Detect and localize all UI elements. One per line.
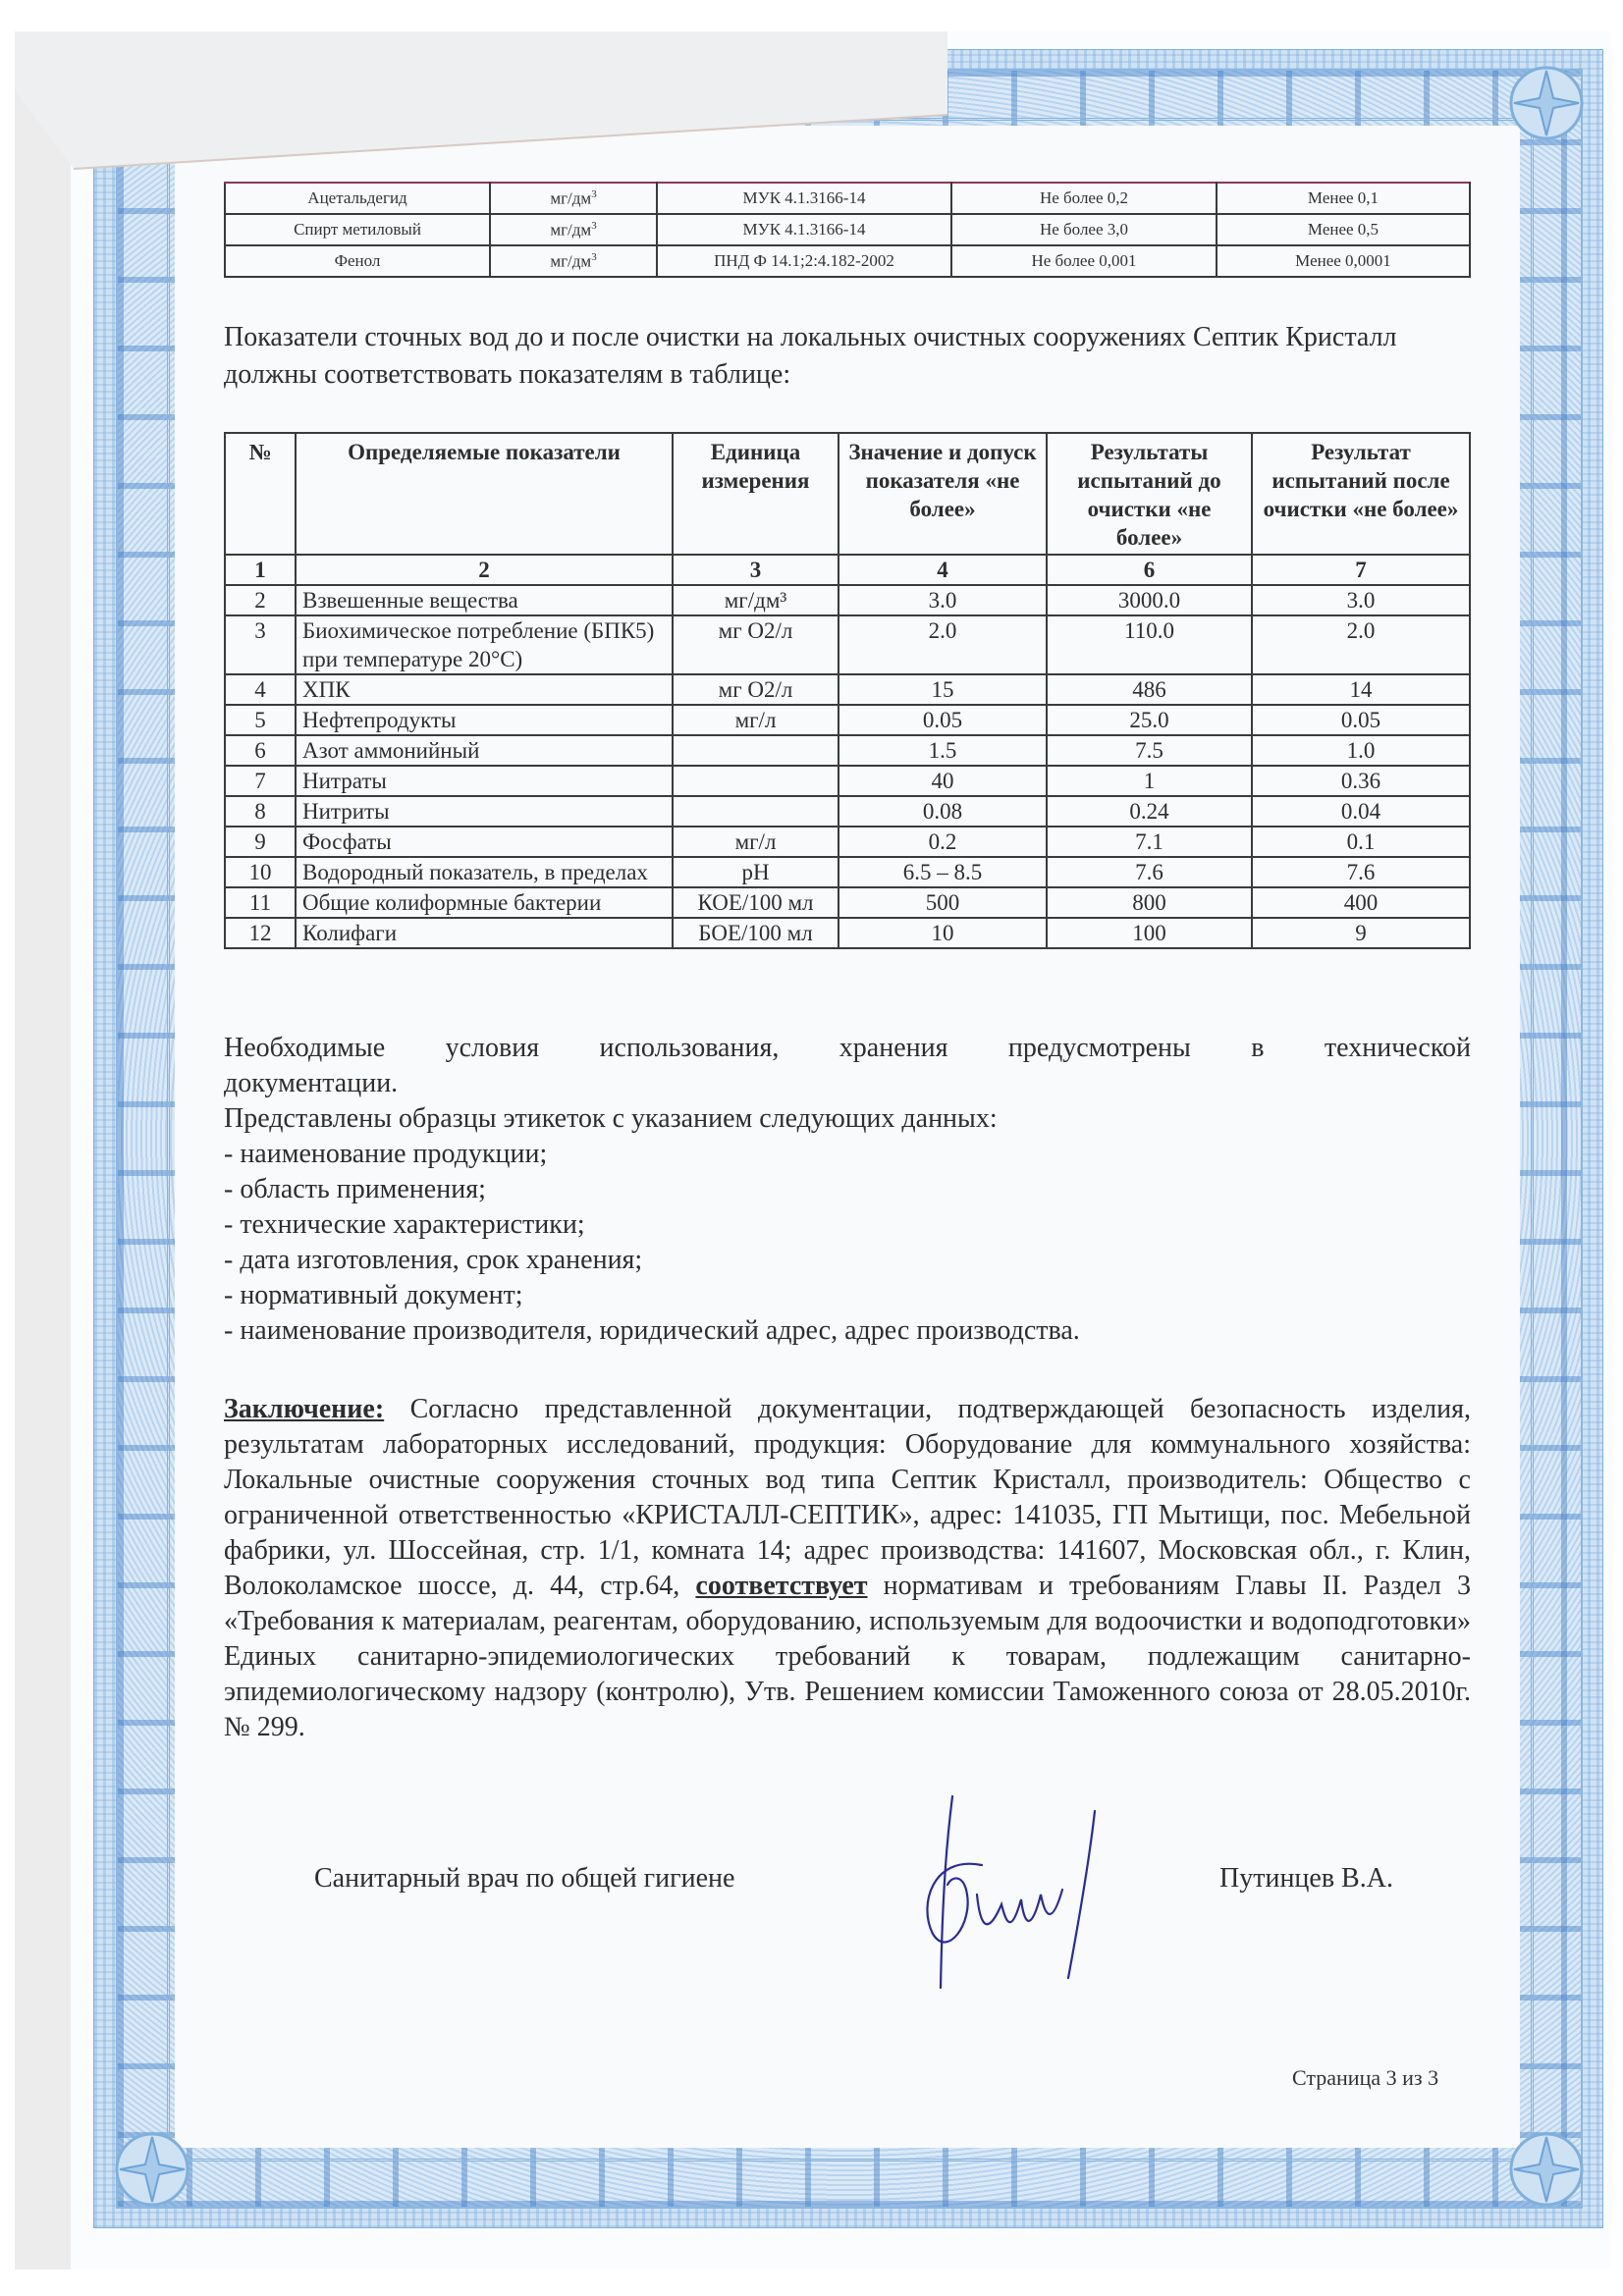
name-cell: Биохимическое потребление (БПК5) при температуре 20°С) [296, 615, 673, 674]
result-cell [1217, 183, 1470, 214]
before-cell: 25.0 [1047, 705, 1252, 735]
num-cell: 7 [225, 766, 296, 796]
name-cell: Нитраты [296, 766, 673, 796]
unit-cell [490, 245, 657, 277]
value-cell: 0.05 [839, 705, 1047, 735]
unit-cell [673, 766, 839, 796]
norm-cell [951, 214, 1217, 245]
table-row [225, 615, 1470, 674]
conclusion-text-end: нормативам и требованиям Главы II. Раздел 3 «Требования к материалам, реагентам, оборудованию, используемым для водоочистки и водоподготовки» Единых санитарно-эпидемиологических требований к товарам, подлежащим санитарно-эпидемиологическому надзору (контролю), Утв. Решением комиссии Таможенного союза от 28.05.2010г. № 299. [224, 1571, 1471, 1742]
value-cell: 2.0 [839, 615, 1047, 674]
cell-text: мг/дм [550, 188, 592, 208]
value-cell: 3.0 [839, 585, 1047, 615]
num-cell: 9 [225, 827, 296, 857]
num-cell: 11 [225, 887, 296, 918]
num-cell: 3 [225, 615, 296, 674]
cell-text: Спирт метиловый [294, 220, 421, 239]
unit-cell: мг/л [673, 705, 839, 735]
wastewater-indicators-table [224, 432, 1471, 949]
table-header-row [225, 433, 1470, 555]
name-cell: Нефтепродукты [296, 705, 673, 735]
norm-cell [951, 245, 1217, 277]
header-unit: Единица измерения [673, 433, 839, 555]
after-cell: 14 [1252, 674, 1470, 705]
table-row [225, 674, 1470, 705]
header-value: Значение и допуск показателя «не более» [839, 433, 1047, 555]
table-row [225, 585, 1470, 615]
index-cell: 1 [225, 555, 296, 585]
cell-text: мг/дм [550, 220, 592, 240]
corner-ornament-icon [108, 2125, 196, 2214]
cell-text: Не более 0,001 [1031, 251, 1137, 270]
table-row [225, 705, 1470, 735]
corner-ornament-icon [1502, 59, 1591, 147]
before-cell: 7.5 [1047, 735, 1252, 766]
unit-cell [490, 183, 657, 214]
unit-superscript: 3 [591, 219, 597, 232]
name-cell: Водородный показатель, в пределах [296, 857, 673, 887]
after-cell: 9 [1252, 918, 1470, 948]
header-num: № [225, 433, 296, 555]
cell-text: МУК 4.1.3166-14 [742, 220, 866, 239]
value-cell: 15 [839, 674, 1047, 705]
cell-text: МУК 4.1.3166-14 [742, 188, 866, 207]
cell-text: Не более 0,2 [1039, 188, 1129, 207]
list-item: - наименование продукции; [224, 1139, 548, 1169]
num-cell: 8 [225, 796, 296, 827]
top-table-row [225, 245, 1470, 277]
before-cell: 486 [1047, 674, 1252, 705]
cell-text: Менее 0,5 [1307, 220, 1380, 239]
after-cell: 400 [1252, 887, 1470, 918]
value-cell: 500 [839, 887, 1047, 918]
unit-cell: мг/л [673, 827, 839, 857]
substance-cell [225, 214, 490, 245]
unit-cell: БОЕ/100 мл [673, 918, 839, 948]
handwritten-signature [893, 1777, 1188, 1993]
name-cell: Фосфаты [296, 827, 673, 857]
folded-paper-corner [15, 31, 947, 179]
cell-text: Менее 0,1 [1307, 188, 1380, 207]
unit-superscript: 3 [591, 250, 597, 263]
index-cell: 4 [839, 555, 1047, 585]
index-cell: 2 [296, 555, 673, 585]
header-after: Результат испытаний после очистки «не более» [1252, 433, 1470, 555]
list-item: - дата изготовления, срок хранения; [224, 1245, 643, 1275]
num-cell: 12 [225, 918, 296, 948]
before-cell: 0.24 [1047, 796, 1252, 827]
substance-cell [225, 245, 490, 277]
signatory-name: Путинцев В.А. [1219, 1863, 1393, 1894]
unit-cell: КОЕ/100 мл [673, 887, 839, 918]
cell-text: Ацетальдегид [307, 188, 407, 207]
before-cell: 110.0 [1047, 615, 1252, 674]
notes-line: Необходимые условия использования, хранения предусмотрены в технической [224, 1033, 1471, 1063]
cell-text: Менее 0,0001 [1295, 251, 1391, 270]
table-row [225, 766, 1470, 796]
header-before: Результаты испытаний до очистки «не более» [1047, 433, 1252, 555]
conclusion-text: Согласно представленной документации, подтверждающей безопасность изделия, результатам лабораторных исследований, продукция: Оборудование для коммунального хозяйства: Локальные очистные сооружения сточных вод типа Септик Кристалл, производитель: Общество с ограниченной ответственностью «КРИСТАЛЛ-СЕПТИК», адрес: 141035, ГП Мытищи, пос. Мебельной фабрики, ул. Шоссейная, стр. 1/1, комната 14; адрес производства: 141607, Московская обл., г. Клин, Волоколамское шоссе, д. 44, стр.64, [224, 1394, 1471, 1601]
after-cell: 0.1 [1252, 827, 1470, 857]
table-row [225, 857, 1470, 887]
before-cell: 1 [1047, 766, 1252, 796]
before-cell: 100 [1047, 918, 1252, 948]
num-cell: 10 [225, 857, 296, 887]
cell-text: Фенол [334, 251, 381, 270]
before-cell: 800 [1047, 887, 1252, 918]
scanner-background [15, 31, 76, 2269]
method-cell [657, 183, 951, 214]
signatory-role: Санитарный врач по общей гигиене [314, 1863, 735, 1894]
name-cell: Нитриты [296, 796, 673, 827]
table-row [225, 735, 1470, 766]
cell-text: мг/дм [550, 251, 592, 271]
before-cell: 7.6 [1047, 857, 1252, 887]
result-cell [1217, 245, 1470, 277]
conclusion-section [224, 1392, 1471, 1745]
top-table-row [225, 214, 1470, 245]
after-cell: 0.05 [1252, 705, 1470, 735]
value-cell: 0.2 [839, 827, 1047, 857]
index-cell: 3 [673, 555, 839, 585]
value-cell: 1.5 [839, 735, 1047, 766]
unit-cell: мг О2/л [673, 615, 839, 674]
labels-intro: Представлены образцы этикеток с указанием следующих данных: [224, 1103, 998, 1134]
list-item: - технические характеристики; [224, 1209, 585, 1240]
num-cell: 4 [225, 674, 296, 705]
unit-cell [673, 796, 839, 827]
table-row [225, 918, 1470, 948]
after-cell: 3.0 [1252, 585, 1470, 615]
value-cell: 0.08 [839, 796, 1047, 827]
table-row [225, 887, 1470, 918]
num-cell: 6 [225, 735, 296, 766]
value-cell: 10 [839, 918, 1047, 948]
name-cell: Общие колиформные бактерии [296, 887, 673, 918]
table-row [225, 827, 1470, 857]
index-cell: 6 [1047, 555, 1252, 585]
num-cell: 2 [225, 585, 296, 615]
top-indicator-table [224, 182, 1471, 278]
substance-cell [225, 183, 490, 214]
after-cell: 0.04 [1252, 796, 1470, 827]
page-number: Страница 3 из 3 [1292, 2065, 1439, 2090]
list-item: - наименование производителя, юридический адрес, адрес производства. [224, 1315, 1080, 1346]
unit-cell: pH [673, 857, 839, 887]
name-cell: Взвешенные вещества [296, 585, 673, 615]
name-cell: ХПК [296, 674, 673, 705]
name-cell: Колифаги [296, 918, 673, 948]
before-cell: 3000.0 [1047, 585, 1252, 615]
method-cell [657, 245, 951, 277]
unit-cell [673, 735, 839, 766]
wastewater-intro-text: Показатели сточных вод до и после очистки на локальных очистных сооружениях Септик Кристалл должны соответствовать показателям в таблице: [224, 322, 1397, 390]
after-cell: 2.0 [1252, 615, 1470, 674]
top-table-row [225, 183, 1470, 214]
conclusion-emphasis: соответствует [695, 1571, 868, 1601]
method-cell [657, 214, 951, 245]
cell-text: ПНД Ф 14.1;2:4.182-2002 [714, 251, 894, 270]
table-row [225, 796, 1470, 827]
column-index-row [225, 555, 1470, 585]
name-cell: Азот аммонийный [296, 735, 673, 766]
unit-superscript: 3 [591, 187, 597, 200]
unit-cell [490, 214, 657, 245]
header-indicator: Определяемые показатели [296, 433, 673, 555]
after-cell: 7.6 [1252, 857, 1470, 887]
corner-ornament-icon [1502, 2125, 1591, 2214]
labels-list [224, 1137, 1471, 1349]
conclusion-label: Заключение: [224, 1394, 385, 1424]
unit-cell: мг О2/л [673, 674, 839, 705]
value-cell: 6.5 – 8.5 [839, 857, 1047, 887]
norm-cell [951, 183, 1217, 214]
value-cell: 40 [839, 766, 1047, 796]
list-item: - нормативный документ; [224, 1280, 523, 1310]
num-cell: 5 [225, 705, 296, 735]
after-cell: 0.36 [1252, 766, 1470, 796]
list-item: - область применения; [224, 1174, 486, 1204]
notes-section [224, 1031, 1471, 1349]
index-cell: 7 [1252, 555, 1470, 585]
before-cell: 7.1 [1047, 827, 1252, 857]
result-cell [1217, 214, 1470, 245]
after-cell: 1.0 [1252, 735, 1470, 766]
notes-line: документации. [224, 1068, 399, 1098]
unit-cell: мг/дм³ [673, 585, 839, 615]
cell-text: Не более 3,0 [1039, 220, 1129, 239]
